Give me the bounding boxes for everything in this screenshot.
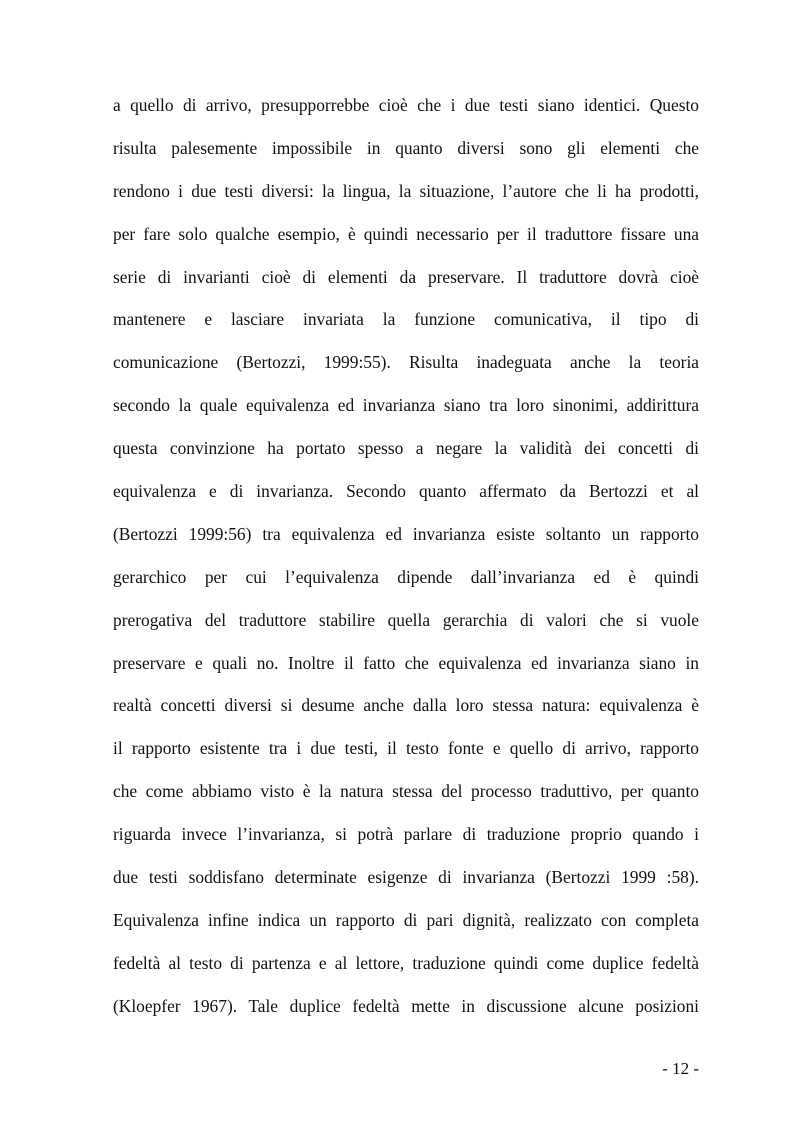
text-line: realtà concetti diversi si desume anche dalla loro stessa natura: equivalenza è xyxy=(113,695,699,716)
text-line: il rapporto esistente tra i due testi, il testo fonte e quello di arrivo, rapporto xyxy=(113,738,699,759)
text-line: che come abbiamo visto è la natura stessa del processo traduttivo, per quanto xyxy=(113,781,699,802)
text-line: (Kloepfer 1967). Tale duplice fedeltà mette in discussione alcune posizioni xyxy=(113,995,699,1016)
text-line: prerogativa del traduttore stabilire quella gerarchia di valori che si vuole xyxy=(113,609,699,630)
text-line: a quello di arrivo, presupporrebbe cioè che i due testi siano identici. Questo xyxy=(113,95,699,115)
text-line: preservare e quali no. Inoltre il fatto che equivalenza ed invarianza siano in xyxy=(113,652,699,673)
text-line: fedeltà al testo di partenza e al lettore, traduzione quindi come duplice fedeltà xyxy=(113,952,699,973)
text-line: (Bertozzi 1999:56) tra equivalenza ed invarianza esiste soltanto un rapporto xyxy=(113,523,699,544)
body-paragraph xyxy=(113,84,699,1028)
text-line: serie di invarianti cioè di elementi da preservare. Il traduttore dovrà cioè xyxy=(113,266,699,287)
text-line: questa convinzione ha portato spesso a negare la validità dei concetti di xyxy=(113,438,699,459)
text-line: rendono i due testi diversi: la lingua, la situazione, l’autore che li ha prodotti, xyxy=(113,180,699,201)
text-line: risulta palesemente impossibile in quanto diversi sono gli elementi che xyxy=(113,137,699,158)
text-line: equivalenza e di invarianza. Secondo quanto affermato da Bertozzi et al xyxy=(113,481,699,502)
text-line: mantenere e lasciare invariata la funzione comunicativa, il tipo di xyxy=(113,309,699,330)
text-line: per fare solo qualche esempio, è quindi necessario per il traduttore fissare una xyxy=(113,223,699,244)
text-line: gerarchico per cui l’equivalenza dipende dall’invarianza ed è quindi xyxy=(113,566,699,587)
text-line: due testi soddisfano determinate esigenze di invarianza (Bertozzi 1999 :58). xyxy=(113,867,699,888)
text-line: secondo la quale equivalenza ed invarianza siano tra loro sinonimi, addirittura xyxy=(113,395,699,416)
page-number: - 12 - xyxy=(662,1059,699,1078)
text-line: comunicazione (Bertozzi, 1999:55). Risulta inadeguata anche la teoria xyxy=(113,352,699,373)
text-line: Equivalenza infine indica un rapporto di pari dignità, realizzato con completa xyxy=(113,909,699,930)
text-line: riguarda invece l’invarianza, si potrà parlare di traduzione proprio quando i xyxy=(113,824,699,845)
